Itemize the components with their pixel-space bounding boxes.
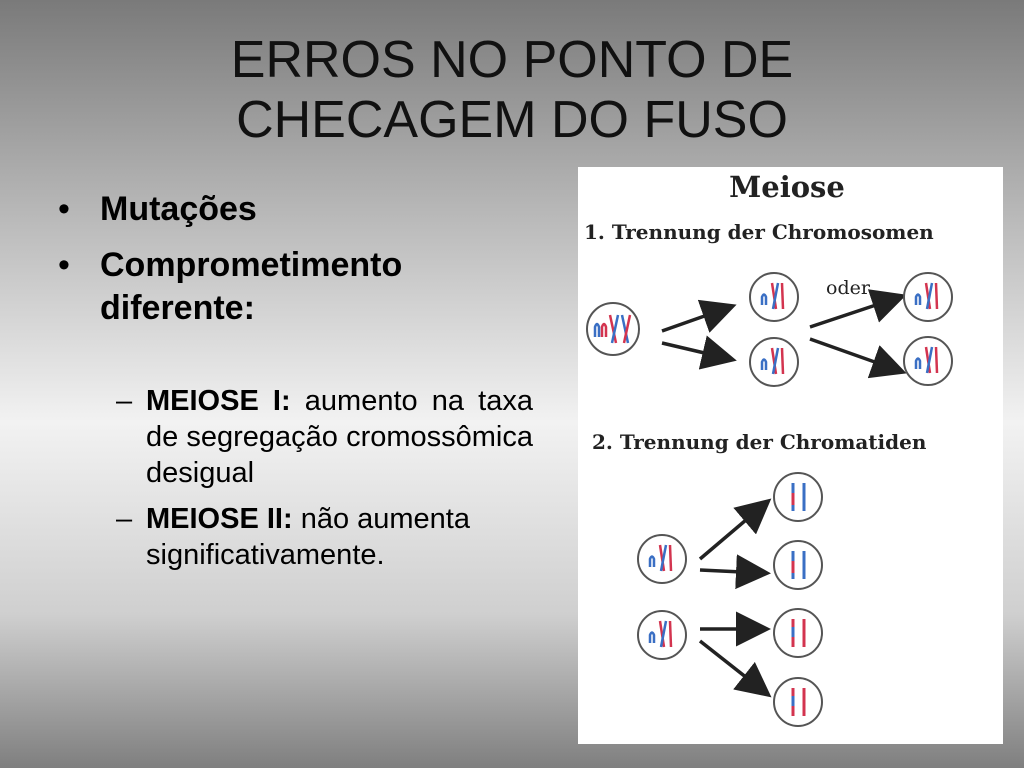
- arrow-icon: [700, 641, 766, 693]
- chromatid-cell: [774, 541, 822, 589]
- arrow-icon: [810, 339, 900, 371]
- chromatid-cell: [774, 609, 822, 657]
- figure-title: Meiose: [729, 170, 845, 204]
- figure-section-2: 2. Trennung der Chromatiden: [592, 430, 927, 454]
- dash-icon: –: [116, 385, 133, 417]
- bullet-item: [58, 244, 533, 330]
- sub-bullet-label: MEIOSE II:: [146, 503, 293, 535]
- sub-bullet-label: MEIOSE I:: [146, 385, 291, 417]
- parent-cell: [638, 611, 686, 659]
- bullet-text: Mutações: [100, 190, 257, 228]
- bullet-list: [58, 188, 533, 573]
- sub-bullet-item: [58, 383, 533, 491]
- arrow-icon: [662, 343, 730, 359]
- figure-section-1: 1. Trennung der Chromosomen: [584, 220, 934, 244]
- bullet-dot-icon: •: [58, 190, 70, 228]
- spacer: [58, 343, 533, 373]
- meiosis-diagram: [578, 167, 1003, 744]
- chromatid-cell: [774, 473, 822, 521]
- arrow-icon: [810, 297, 900, 327]
- parent-cell-1: [587, 303, 639, 355]
- slide-title-line-1: ERROS NO PONTO DE: [230, 31, 794, 89]
- daughter-cell: [904, 273, 952, 321]
- daughter-cell: [750, 273, 798, 321]
- slide-title: [0, 30, 1024, 150]
- meiosis-diagram-svg: [578, 167, 1003, 744]
- figure-oder-label: oder: [826, 277, 870, 299]
- parent-cell: [638, 535, 686, 583]
- arrow-icon: [700, 570, 764, 573]
- arrow-icon: [662, 307, 730, 331]
- arrow-icon: [700, 503, 766, 559]
- bullet-text: Comprometimento diferente:: [100, 246, 403, 327]
- sub-bullet-item: [58, 501, 533, 573]
- sub-bullet-text: aumento na taxa de segregação cromossômica desigual: [146, 385, 533, 489]
- daughter-cell: [750, 338, 798, 386]
- bullet-dot-icon: •: [58, 246, 70, 284]
- sub-bullet-text: não aumenta significativamente.: [146, 503, 470, 571]
- slide-title-line-2: CHECAGEM DO FUSO: [236, 91, 788, 149]
- daughter-cell: [904, 337, 952, 385]
- dash-icon: –: [116, 503, 133, 535]
- bullet-item: [58, 188, 533, 231]
- chromatid-cell: [774, 678, 822, 726]
